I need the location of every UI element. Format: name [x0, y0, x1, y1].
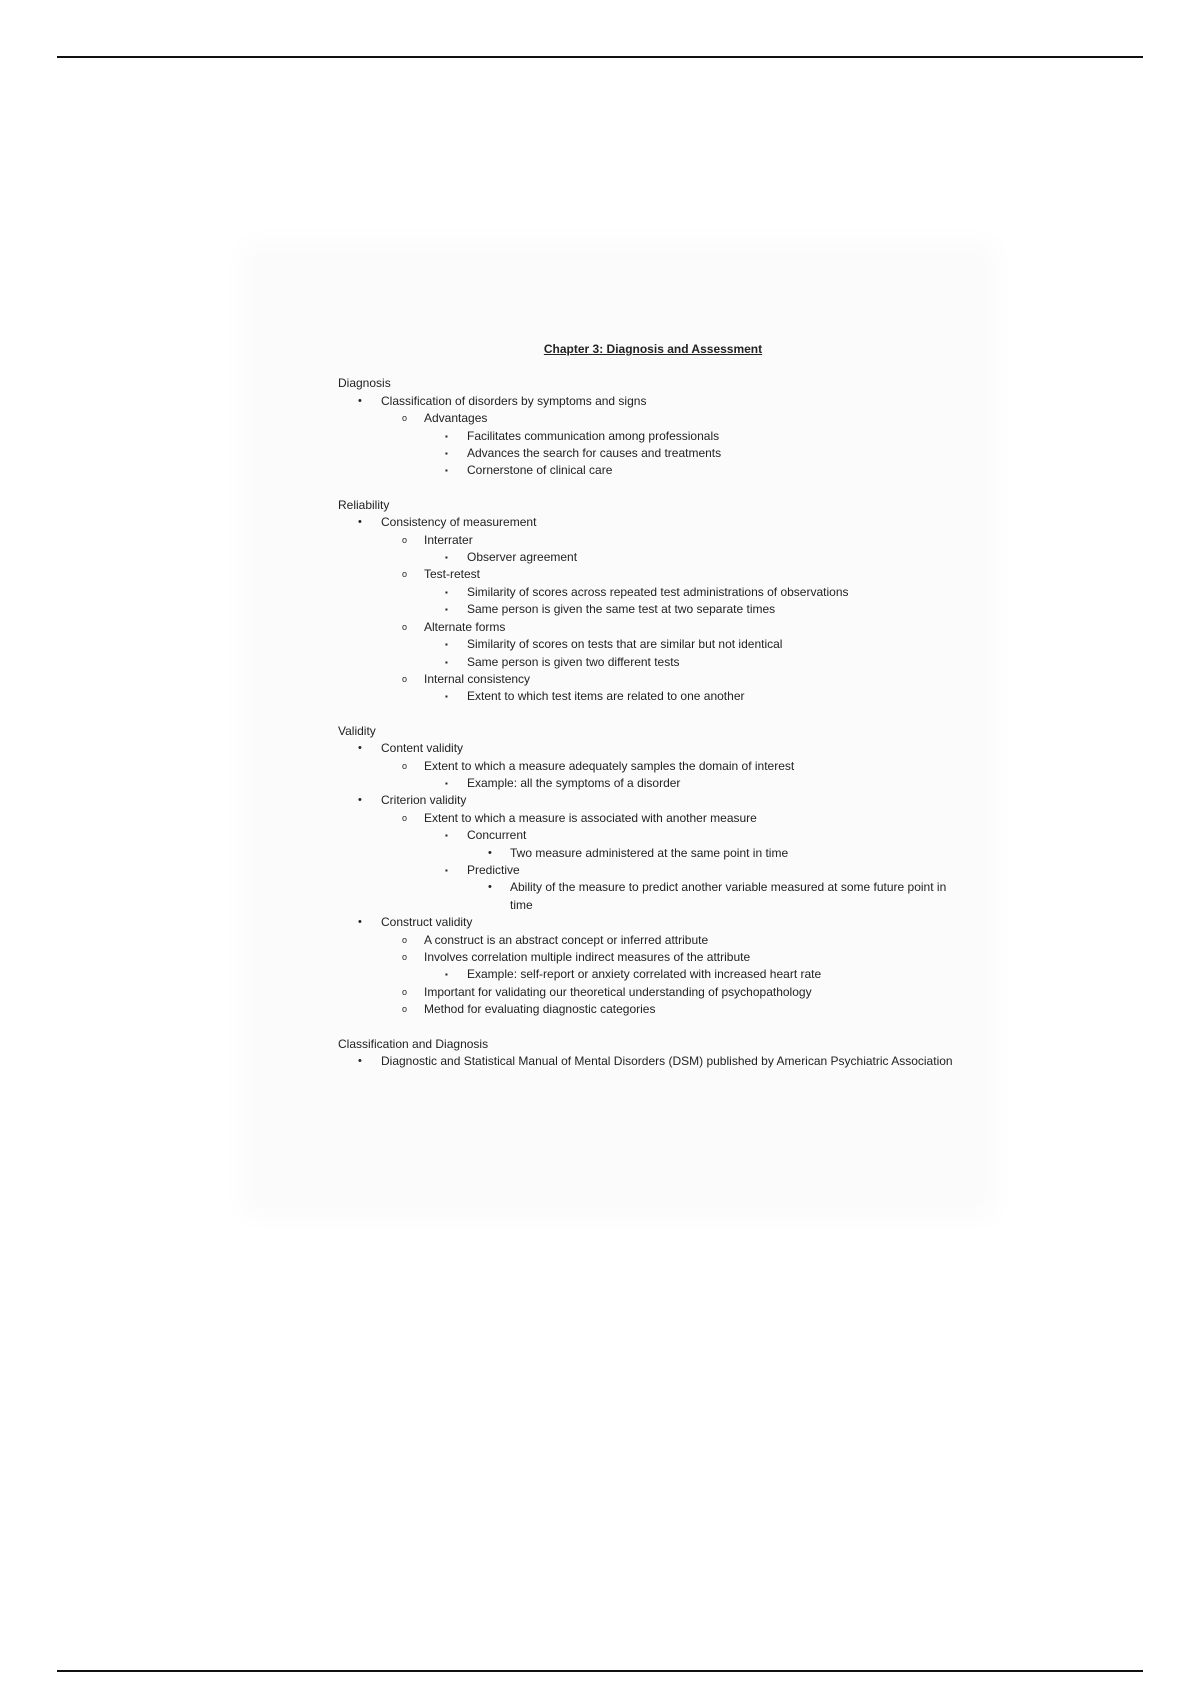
outline-item	[338, 688, 958, 705]
bullet-icon: ▪	[445, 657, 448, 667]
bullet-icon: ▪	[445, 640, 448, 650]
bullet-icon: o	[402, 413, 408, 424]
outline-item	[338, 1001, 958, 1018]
bullet-icon: ▪	[445, 605, 448, 615]
outline-item	[338, 428, 958, 445]
section-heading: Validity	[338, 723, 376, 738]
outline-item-text: Ability of the measure to predict another variable measured at some future point in time	[510, 880, 947, 912]
bullet-icon: ▪	[445, 692, 448, 702]
bullet-icon: o	[402, 569, 408, 580]
outline-item-text: Extent to which a measure adequately samples the domain of interest	[424, 758, 795, 773]
bullet-icon: ▪	[445, 587, 448, 597]
outline-item-text: Interrater	[424, 532, 473, 547]
document-body	[338, 341, 958, 1087]
outline-item-text: Important for validating our theoretical understanding of psychopathology	[424, 984, 812, 999]
outline-item	[338, 810, 958, 827]
bullet-icon: ▪	[445, 466, 448, 476]
bullet-icon: ▪	[445, 553, 448, 563]
outline-item	[338, 566, 958, 583]
outline-item	[338, 393, 958, 410]
outline-item-text: Content validity	[381, 741, 464, 756]
outline-item-text: Similarity of scores on tests that are similar but not identical	[467, 637, 783, 652]
bullet-icon: ▪	[445, 970, 448, 980]
outline-item-text: Concurrent	[467, 828, 527, 843]
outline-item-text: Example: self-report or anxiety correlated with increased heart rate	[467, 967, 822, 982]
outline-item-text: A construct is an abstract concept or inferred attribute	[424, 932, 709, 947]
outline-item-text: Extent to which a measure is associated with another measure	[424, 810, 757, 825]
outline-item-text: Internal consistency	[424, 671, 531, 686]
outline-item	[338, 532, 958, 549]
outline-item	[338, 636, 958, 653]
bullet-icon: o	[402, 534, 408, 545]
outline-item-text: Cornerstone of clinical care	[467, 463, 613, 478]
outline-item-text: Predictive	[467, 862, 520, 877]
outline-item	[338, 845, 958, 862]
outline-item-text: Observer agreement	[467, 550, 578, 565]
outline-item-text: Criterion validity	[381, 793, 467, 808]
outline-item-text: Alternate forms	[424, 619, 506, 634]
outline-item-text: Classification of disorders by symptoms and signs	[381, 393, 647, 408]
outline-item-text: Example: all the symptoms of a disorder	[467, 775, 681, 790]
outline-item	[338, 654, 958, 671]
outline-item	[338, 584, 958, 601]
outline-item	[338, 671, 958, 688]
outline-item-text: Diagnostic and Statistical Manual of Mental Disorders (DSM) published by American Psychiatric Association	[381, 1054, 953, 1069]
section-heading: Classification and Diagnosis	[338, 1036, 489, 1051]
outline-item	[338, 410, 958, 427]
bullet-icon: ▪	[445, 831, 448, 841]
outline-item	[338, 740, 958, 757]
bullet-icon: •	[358, 916, 362, 929]
outline-item	[338, 949, 958, 966]
outline-item-text: Extent to which test items are related to one another	[467, 689, 745, 704]
bullet-icon: •	[358, 794, 362, 807]
outline-item	[338, 549, 958, 566]
bullet-icon: o	[402, 986, 408, 997]
outline-section	[338, 723, 958, 1019]
outline-section	[338, 1036, 958, 1071]
outline-item	[338, 914, 958, 931]
outline-item	[338, 932, 958, 949]
bullet-icon: •	[488, 846, 492, 859]
bullet-icon: •	[358, 742, 362, 755]
outline-item-text: Advances the search for causes and treatments	[467, 446, 722, 461]
outline-item	[338, 462, 958, 479]
document-sections	[338, 375, 958, 1070]
outline-item	[338, 984, 958, 1001]
outline-item-text: Method for evaluating diagnostic categories	[424, 1002, 656, 1017]
bullet-icon: •	[358, 516, 362, 529]
outline-item	[338, 758, 958, 775]
top-rule	[57, 56, 1143, 58]
bullet-icon: •	[358, 1055, 362, 1068]
section-heading: Diagnosis	[338, 376, 391, 391]
outline-item-text: Consistency of measurement	[381, 515, 537, 530]
outline-item-text: Same person is given two different tests	[467, 654, 680, 669]
bullet-icon: •	[358, 394, 362, 407]
outline-item	[338, 792, 958, 809]
bullet-icon: ▪	[445, 865, 448, 875]
outline-item	[338, 775, 958, 792]
document-title: Chapter 3: Diagnosis and Assessment	[543, 342, 763, 356]
outline-item-text: Facilitates communication among professionals	[467, 428, 720, 443]
outline-item	[338, 1053, 958, 1070]
outline-item	[338, 862, 958, 879]
bullet-icon: o	[402, 760, 408, 771]
outline-item	[338, 514, 958, 531]
outline-item-text: Construct validity	[381, 915, 473, 930]
outline-item	[338, 827, 958, 844]
outline-item-text: Two measure administered at the same point in time	[510, 845, 789, 860]
outline-item	[338, 966, 958, 983]
outline-item	[338, 879, 958, 914]
bullet-icon: o	[402, 952, 408, 962]
bottom-rule	[57, 1670, 1143, 1672]
outline-item	[338, 445, 958, 462]
bullet-icon: ▪	[445, 431, 448, 441]
bullet-icon: o	[402, 1004, 408, 1015]
bullet-icon: o	[402, 812, 408, 823]
outline-item-text: Involves correlation multiple indirect measures of the attribute	[424, 950, 751, 964]
outline-item-text: Advantages	[424, 411, 488, 426]
outline-item-text: Same person is given the same test at two separate times	[467, 602, 776, 617]
bullet-icon: o	[402, 621, 408, 632]
outline-item	[338, 601, 958, 618]
bullet-icon: o	[402, 673, 408, 684]
outline-section	[338, 375, 958, 479]
bullet-icon: ▪	[445, 449, 448, 459]
bullet-icon: •	[488, 881, 492, 894]
outline-item-text: Similarity of scores across repeated test administrations of observations	[467, 584, 849, 599]
outline-item-text: Test-retest	[424, 567, 481, 582]
bullet-icon: o	[402, 934, 408, 945]
outline-item	[338, 619, 958, 636]
outline-section	[338, 497, 958, 706]
section-heading: Reliability	[338, 497, 390, 512]
bullet-icon: ▪	[445, 778, 448, 788]
